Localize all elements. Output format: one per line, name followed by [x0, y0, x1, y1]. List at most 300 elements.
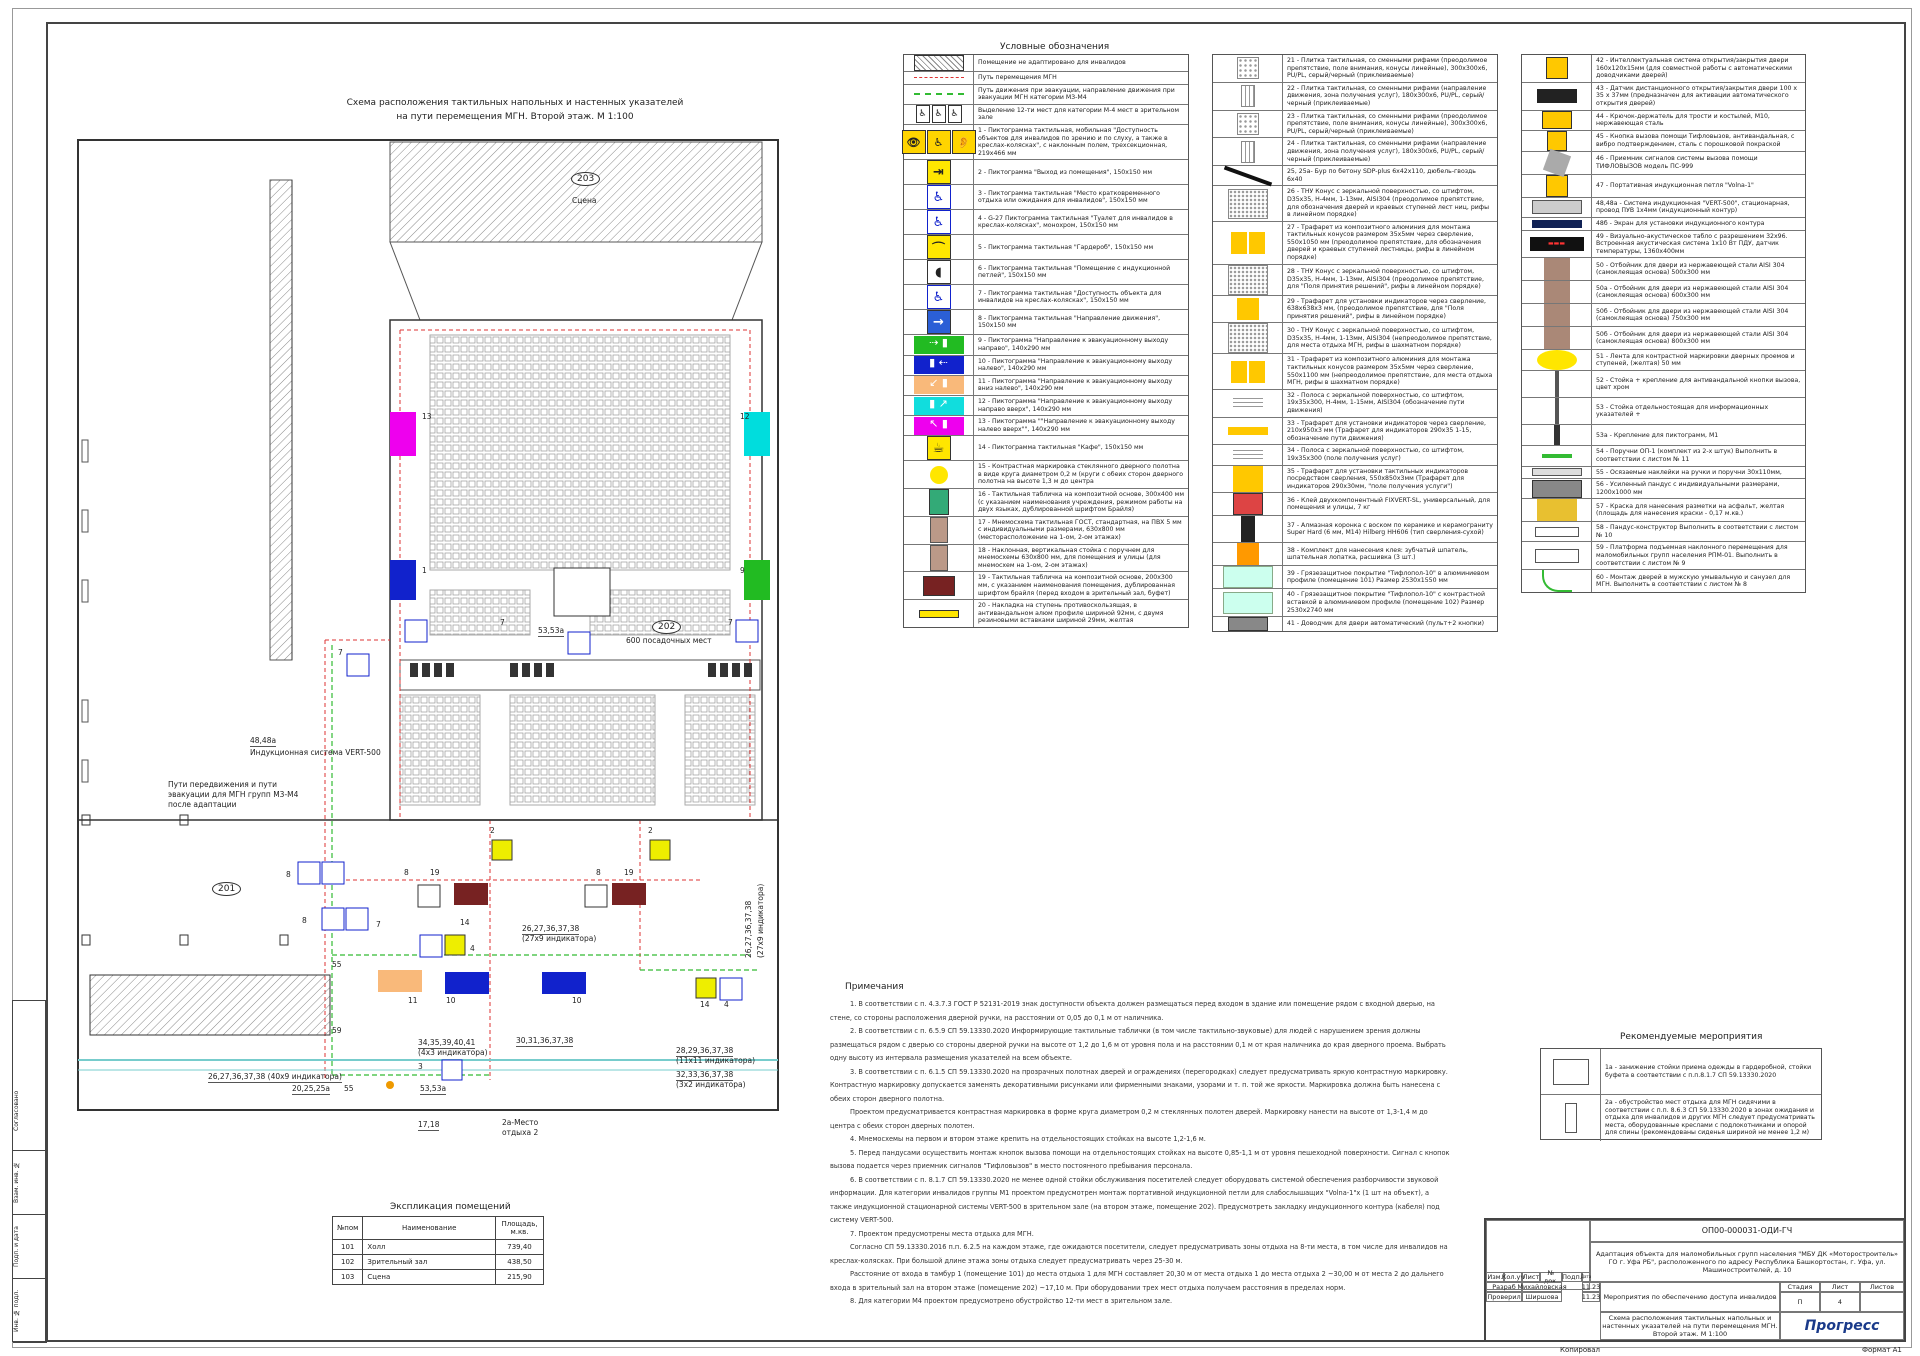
seating-block-upper — [430, 335, 730, 570]
wheelchair-seats — [410, 663, 752, 677]
seating-lower-left — [400, 695, 480, 805]
legend-item — [1522, 425, 1805, 446]
legend-item-text: 53а - Крепление для пиктограмм, М1 — [1596, 431, 1719, 439]
wheelchair-sign-icon: ♿ — [904, 285, 974, 309]
stamp-date-1: 11.23 — [1581, 1283, 1601, 1291]
legend-item — [904, 125, 1188, 160]
legend-item — [904, 310, 1188, 335]
legend-column-1 — [903, 54, 1189, 628]
legend-item-text: 12 - Пиктограмма "Направление к эвакуационному выходу направо вверх", 140х290 мм — [978, 397, 1173, 413]
note-paragraph: Проектом предусматривается контрастная маркировка в форме круга диаметром 0,2 м стеклянных полотен дверей. Маркировку нанести на высоте от 1,3-1,4 м до центра с обеих сторон дверных полотен. — [830, 1108, 1428, 1130]
dots-grid-icon — [1213, 265, 1283, 295]
legend-item — [904, 160, 1188, 185]
explication-title: Экспликация помещений — [390, 1202, 511, 1212]
legend-item-text: 42 - Интеллектуальная система открытия/закрытия двери 160х120х15мм (для совместной работы с автоматическими доводчиками дверей) — [1596, 57, 1792, 80]
stamp-h-date: Дата — [1582, 1272, 1590, 1282]
callout-10b: 10 — [572, 996, 582, 1005]
lines-h-icon — [1213, 445, 1283, 464]
room-name-scene: Сцена — [572, 196, 597, 205]
stage-area — [390, 142, 762, 242]
red-dash-icon — [904, 72, 974, 84]
legend-item-text: 24 - Плитка тактильная, со сменными рифами (направление движения, зона получения услуг), 180х300х6, PU/PL, серый/черный (приклеиваемые) — [1287, 140, 1487, 163]
legend-item — [1213, 466, 1497, 494]
table-cell: 103 — [333, 1270, 363, 1285]
legend-item-text: 58 - Пандус-конструктор Выполнить в соответствии с листом № 10 — [1596, 524, 1799, 539]
title-block — [1484, 1218, 1906, 1342]
label-induction: 48,48а — [250, 736, 277, 745]
legend-item-text: 3 - Пиктограмма тактильная "Место кратковременного отдыха или ожидания для инвалидов", 150х150 мм — [978, 189, 1160, 205]
legend-item-text: 35 - Трафарет для установки тактильных индикаторов посредством сверления, 550х850х3мм (Трафарет для индикаторов 290х30мм, "поле получения услуги") — [1287, 467, 1469, 490]
lines-h-icon — [1213, 390, 1283, 417]
table-cell: Сцена — [363, 1270, 496, 1285]
legend-item — [1522, 281, 1805, 304]
legend-item-text: 21 - Плитка тактильная, со сменными рифами (преодолимое препятствие, поле внимания, конусы линейные), 300х300х6, PU/PL, серый/черный (приклеиваемые) — [1287, 57, 1488, 80]
legend-item-text: 53 - Стойка отдельностоящая для информационных указателей + — [1596, 403, 1769, 419]
legend-item-text: 23 - Плитка тактильная, со сменными рифами (преодолимое препятствие, поле внимания, конусы линейные), 300х300х6, PU/PL, серый/черный (приклеиваемые) — [1287, 112, 1488, 135]
stamp-role-2: Проверил — [1487, 1293, 1521, 1301]
legend-item-text: 10 - Пиктограмма "Направление к эвакуационному выходу налево", 140х290 мм — [978, 357, 1173, 373]
legend-item-text: 5 - Пиктограмма тактильная "Гардероб", 150х150 мм — [978, 243, 1154, 251]
exit-sign-icon: ⇥ — [904, 160, 974, 184]
legend-item-text: 7 - Пиктограмма тактильная "Доступность объекта для инвалидов на креслах-колясках", 150х150 мм — [978, 289, 1162, 305]
tool-kit-icon — [1213, 543, 1283, 565]
wheelchair-sign-icon: ♿ — [904, 185, 974, 209]
legend-item — [904, 235, 1188, 260]
notes-body — [830, 998, 1450, 1309]
legend-item-text: 28 - ТНУ Конус с зеркальной поверхностью, со штифтом, D35х35, H-4мм, 1-13мм, AISI304 (преодолимое препятствие, для "Поля принятия решений", рифы в линейном порядке) — [1287, 268, 1484, 291]
sign-8-arrow-1 — [298, 862, 320, 884]
yellow-circle-icon — [904, 461, 974, 488]
green-arrow-icon — [904, 85, 974, 104]
label-26-right-2: 26,27,36,37,38 — [744, 900, 753, 958]
strip-cell: Инв. № подл. — [13, 1279, 47, 1343]
legend-item — [1213, 516, 1497, 543]
legend-item — [1522, 198, 1805, 218]
legend-item-text: 1 - Пиктограмма тактильная, мобильная "Доступность объектов для инвалидов по зрению и по слуху, а также в креслах-колясках", с наклонным полем, трехсекционная, 219х466 мм — [978, 126, 1168, 157]
label-28: 28,29,36,37,38 — [676, 1046, 734, 1055]
legend-item — [1522, 570, 1805, 592]
legend-item — [904, 85, 1188, 105]
kick-plate-icon — [1522, 258, 1592, 280]
legend-item — [1213, 296, 1497, 324]
sign-8-arrow-2 — [322, 908, 344, 930]
note-paragraph: Расстояние от входа в тамбур 1 (помещение 101) до места отдыха 1 для МГН составляет 20,30 м от места отдыха 1 до места отдыха 2 ~30,00 м от места 2 до дальнего входа в зрительный зал на втором этаже (помещение 202) ~17,10 м. При оборудовании трех мест отдыха получаем расстояния в пределах норм. — [830, 1270, 1444, 1292]
legend-item — [1213, 222, 1497, 265]
callout-7b: 7 — [500, 618, 505, 627]
legend-item — [1213, 138, 1497, 166]
stamp-section: Мероприятия по обеспечению доступа инвалидов — [1600, 1282, 1780, 1312]
call-button-icon — [1522, 131, 1592, 151]
legend-item-text: 2 - Пиктограмма "Выход из помещения", 150х150 мм — [978, 168, 1153, 176]
stamp-stage: П — [1780, 1292, 1820, 1312]
evac-up-left-icon: ↖ ▮ — [904, 416, 974, 435]
legend-item-text: 56 - Усиленный пандус с индивидуальными размерами, 1200х1000 мм — [1596, 481, 1780, 496]
legend-item — [904, 461, 1188, 489]
stamp-h-podp: Подп. — [1562, 1273, 1582, 1281]
legend-item-text: 52 - Стойка + крепление для антивандальной кнопки вызова, цвет хром — [1596, 376, 1801, 392]
legend-item — [1213, 617, 1497, 631]
wheelchair-seats-icon: ♿ ♿ ♿ — [904, 105, 974, 124]
label-28b: (11х11 индикатора) — [676, 1056, 756, 1065]
legend-item — [904, 210, 1188, 235]
legend-item-text: 25, 25а- Бур по бетону SDP-plus 6х42х110, дюбель-гвоздь 6х40 — [1287, 168, 1476, 183]
legend-item — [1213, 166, 1497, 186]
green-mat-icon — [1213, 566, 1283, 588]
legend-item — [1522, 350, 1805, 371]
legend-item-text: 17 - Мнемосхема тактильная ГОСТ, стандартная, на ПВХ 5 мм с индивидуальными размерами, 630х800 мм (месторасположение на 1-ом, 2-ом этажах) — [978, 518, 1182, 542]
label-26-right-1b: (27х9 индикатора) — [522, 934, 597, 943]
legend-item — [1522, 398, 1805, 425]
sign-10-evac-left-2 — [542, 972, 586, 994]
evac-down-left-icon: ↙ ▮ — [904, 376, 974, 395]
legend-item-text: 41 - Доводчик для двери автоматический (пульт+2 кнопки) — [1287, 620, 1485, 628]
note-paragraph: 7. Проектом предусмотрены места отдыха для МГН. — [850, 1229, 1034, 1238]
legend-item-text: 32 - Полоса с зеркальной поверхностью, со штифтом, 19х35х300, H-4мм, 1-15мм, AISI304 (обозначение пути движения) — [1287, 391, 1465, 414]
handrail-icon — [1522, 467, 1592, 479]
recommended-title: Рекомендуемые мероприятия — [1620, 1032, 1763, 1042]
sign-7-wheelchair-5 — [736, 620, 758, 642]
legend-item — [1213, 111, 1497, 139]
callout-12: 12 — [740, 412, 750, 421]
recommended-item-text: 2а - обустройство мест отдыха для МГН сидячими в соответствии с п.п. 8.6.3 СП 59.13330.2020 в зонах ожидания и отдыха для инвалидов и других МГН следует предусматривать места, оборудованные креслами с подлокотниками и опорой для спины (рекомендованы сиденья шириной не менее 1,2 м) — [1605, 1099, 1815, 1137]
note-paragraph: 1. В соответствии с п. 4.3.7.3 ГОСТ Р 52131-2019 знак доступности объекта должен размещаться перед входом в здание или помещение рядом с входной дверью, на стене, со стороны расположения дверной ручки, на расстоянии от 0,05 до 0,1 м от наличника. — [830, 1000, 1435, 1022]
legend-item-text: 38 - Комплект для нанесения клея: зубчатый шпатель, шпательная лопатка, расшивка (3 шт.) — [1287, 546, 1469, 562]
callout-10a: 10 — [446, 996, 456, 1005]
legend-item — [1522, 304, 1805, 327]
callout-8d: 8 — [596, 868, 601, 877]
stamp-h-sheet: Лист — [1820, 1282, 1860, 1292]
room-number-201: 201 — [212, 882, 241, 896]
stamp-h-sheets: Листов — [1860, 1282, 1904, 1292]
staircase — [90, 975, 330, 1035]
yellow-grid-icon — [1213, 466, 1283, 493]
label-26-left: 26,27,36,37,38 (40х9 индикатора) — [208, 1072, 342, 1081]
amp-icon — [1522, 198, 1592, 217]
recommended-box — [1540, 1048, 1822, 1140]
yellow-tiles-icon — [1213, 354, 1283, 388]
legend-item — [1213, 265, 1497, 296]
sign-19-left — [454, 883, 488, 905]
legend-item — [1522, 231, 1805, 259]
dots-icon — [1213, 111, 1283, 138]
hook-icon — [1522, 111, 1592, 130]
legend-item — [1522, 499, 1805, 522]
legend-item-text: Выделение 12-ти мест для категории М-4 мест в зрительном зале — [978, 106, 1180, 122]
sign-8-arrow-3 — [420, 935, 442, 957]
lines-icon — [1213, 83, 1283, 110]
legend-item — [1213, 589, 1497, 617]
legend-item — [1213, 390, 1497, 418]
recommended-item-text: 1а - занижение стойки приема одежды в гардеробной, стойки буфета в соответствии с п.п.8.1.7 СП 59.13330.2020 — [1605, 1063, 1812, 1079]
dots-grid-icon — [1213, 323, 1283, 353]
format-label: Формат А1 — [1862, 1346, 1902, 1354]
stamp-h-izm: Изм. — [1487, 1273, 1503, 1281]
sign-1-accessibility — [390, 560, 416, 600]
legend-item-text: 48б - Экран для установки индукционного контура — [1596, 219, 1765, 227]
sign-7-wheelchair-3 — [347, 654, 369, 676]
legend-item — [1522, 446, 1805, 466]
legend-item-text: 55 - Осязаемые наклейки на ручки и поручни 30х110мм, — [1596, 468, 1782, 476]
dots-grid-icon — [1213, 186, 1283, 220]
legend-item-text: 34 - Полоса с зеркальной поверхностью, со штифтом, 19х35х300 (поле получения услуг) — [1287, 447, 1464, 462]
sign-6-induction-left — [418, 885, 440, 907]
legend-item-text: 13 - Пиктограмма ""Направление к эвакуационному выходу налево вверх"", 140х290 мм — [978, 418, 1175, 433]
callout-55b: 55 — [344, 1084, 354, 1093]
legend-item — [904, 72, 1188, 85]
columns — [82, 815, 288, 945]
callout-11: 11 — [408, 996, 418, 1005]
legend-item — [1522, 258, 1805, 281]
label-34b: (4х3 индикатора) — [418, 1048, 488, 1057]
label-26-right-1: 26,27,36,37,38 — [522, 924, 580, 933]
hatch-icon — [904, 55, 974, 71]
legend-item-text: 20 - Накладка на ступень противоскользящая, в антивандальном алюм профиле шириной 92мм, с двумя резиновыми вставками шириной 29мм, желтая — [978, 602, 1164, 625]
note-paragraph: 4. Мнемосхемы на первом и втором этаже крепить на отдельностоящих стойках на высоте 1,2-1,6 м. — [850, 1135, 1206, 1143]
sign-8-arrow-4 — [720, 978, 742, 1000]
legend-item — [904, 285, 1188, 310]
legend-item-text: 8 - Пиктограмма тактильная "Направление движения", 150х150 мм — [978, 314, 1161, 330]
legend-item — [1213, 418, 1497, 446]
stamp-sheet-title: Схема расположения тактильных напольных и настенных указателей на пути перемещения МГН. Второй этаж. М 1:100 — [1600, 1312, 1780, 1340]
accessibility-panel-icon: 👁 ♿ 👂 — [904, 125, 974, 159]
legend-item — [1522, 371, 1805, 398]
legend-item-text: 11 - Пиктограмма "Направление к эвакуационному выходу вниз налево", 140х290 мм — [978, 377, 1173, 393]
ramp-kit-icon — [1522, 522, 1592, 541]
room-number-202: 202 — [652, 620, 681, 634]
legend-item — [1522, 131, 1805, 152]
post-icon — [1522, 398, 1592, 424]
loop-icon — [1522, 175, 1592, 197]
yellow-tiles-icon — [1213, 222, 1283, 264]
stamp-h-kol: Кол.уч — [1501, 1273, 1525, 1281]
legend-item — [1213, 445, 1497, 465]
legend-item-text: 27 - Трафарет из композитного алюминия для монтажа тактильных конусов размером 35х5мм через сверление, 550х1050 мм (преодолимое препятствие, для обозначения дверей и краевых ступеней лестницы, рифы в линейном порядке) — [1287, 223, 1481, 262]
seating-lower-right — [685, 695, 755, 805]
legend-item-text: 54 - Поручни ОП-1 (комплект из 2-х штук) Выполнить в соответствии с листом № 11 — [1596, 448, 1778, 463]
label-32b: (3х2 индикатора) — [676, 1080, 746, 1089]
legend-item-text: 51 - Лента для контрастной маркировки дверных проемов и ступеней, (желтая) 50 мм — [1596, 352, 1795, 368]
stamp-name-2: Ширшова — [1522, 1292, 1562, 1302]
legend-item — [1213, 55, 1497, 83]
legend-item — [904, 260, 1188, 285]
stamp-sheets — [1860, 1292, 1904, 1312]
auto-door-icon — [1522, 55, 1592, 82]
legend-item — [1522, 542, 1805, 570]
legend-item-text: 39 - Грязезащитное покрытие "Тифлопол-10" в алюминиевом профиле (помещение 101) Размер 2530х1550 мм — [1287, 569, 1490, 585]
legend-column-3 — [1521, 54, 1806, 593]
legend-column-2 — [1212, 54, 1498, 632]
sign-7-wheelchair-6 — [568, 632, 590, 654]
screen-icon — [1522, 218, 1592, 230]
receiver-icon — [1522, 152, 1592, 174]
callout-8b: 8 — [302, 916, 307, 925]
strip-cell: Подп. и дата — [13, 1215, 47, 1279]
legend-item-text: 26 - ТНУ Конус с зеркальной поверхностью, со штифтом, D35х35, H-4мм, 1-13мм, AISI304 (преодолимое препятствие, для обозначения дверей и краевых ступеней лест ниц, рифы в линейном порядке) — [1287, 188, 1489, 219]
legend-item — [1213, 323, 1497, 354]
callout-3: 3 — [418, 1062, 423, 1071]
sign-3-rest — [442, 1060, 462, 1080]
legend-item-text: 33 - Трафарет для установки индикаторов через сверление, 210х950х3 мм (Трафарет для индикаторов 290х35 1-15, обозначение пути движения) — [1287, 419, 1486, 442]
callout-4b: 4 — [724, 1000, 729, 1009]
legend-item — [904, 185, 1188, 210]
legend-item — [1522, 218, 1805, 231]
legend-item-text: 47 - Портативная индукционная петля "Volna-1" — [1596, 181, 1754, 189]
hall-seats: 600 посадочных мест — [626, 636, 712, 645]
curve-icon — [1522, 570, 1592, 592]
sign-11-evac-down-left — [378, 970, 422, 992]
legend-item-text: 18 - Наклонная, вертикальная стойка с поручнем для мнемосхемы 630х800 мм, для помещения и улицы (для мнемосхем на 1-ом, 2-ом этажах) — [978, 546, 1161, 569]
left-hatch-wall — [270, 180, 292, 660]
sign-7-wheelchair-2 — [346, 908, 368, 930]
legend-item — [1522, 522, 1805, 542]
sign-7-wheelchair-4 — [405, 620, 427, 642]
legend-item-text: 4 - G-27 Пиктограмма тактильная "Туалет для инвалидов в креслах-колясках", монохром, 150х150 мм — [978, 214, 1173, 230]
table-cell: Холл — [363, 1240, 496, 1255]
callout-13: 13 — [422, 412, 432, 421]
kick-plate-icon — [1522, 327, 1592, 349]
legend-item-text: 59 - Платформа подъемная наклонного перемещения для маломобильных групп населения РПМ-01. Выполнить в соответствии с листом № 9 — [1596, 544, 1788, 567]
yellow-strip-icon — [904, 600, 974, 627]
copied-label: Копировал — [1560, 1346, 1600, 1354]
legend-item-text: 29 - Трафарет для установки индикаторов через сверление, 638х638х3 мм, (преодолимое препятствие, для "Поля принятия решений", рифы в линейном порядке) — [1287, 297, 1486, 320]
legend-item-text: 46 - Приемник сигналов системы вызова помощи ТИФЛОВЫЗОВ модель ПС-999 — [1596, 155, 1758, 170]
cafe-sign-icon: ☕ — [904, 436, 974, 460]
seating-block-mid — [430, 590, 530, 635]
table-row — [333, 1240, 544, 1255]
table-row — [333, 1255, 544, 1270]
col-header: Наименование — [363, 1217, 496, 1240]
sign-2-exit-right — [650, 840, 670, 860]
legend-item — [904, 517, 1188, 545]
note-paragraph: 6. В соответствии с п. 8.1.7 СП 59.13330.2020 не менее одной стойки обслуживания посетителей следует оборудовать системой обеспечения разборчивости звуковой информации. Для категории инвалидов группы М1 проектом предусмотрен монтаж портативной индукционной петли для слабослышащих "Volna-1"х (1 шт на объект), а также индукционной стационарной системы VERT-500 в зрительном зале (на втором этаже, помещение 202). Предусмотреть закладку индукционного контура (кабеля) под систему VERT-500. — [830, 1175, 1440, 1224]
legend-item — [904, 55, 1188, 72]
legend-item — [904, 489, 1188, 517]
table-cell: 739,40 — [496, 1240, 544, 1255]
door-closer-icon — [1213, 617, 1283, 631]
legend-item — [1213, 493, 1497, 516]
table-cell: 102 — [333, 1255, 363, 1270]
legend-item-text: 50а - Отбойник для двери из нержавеющей стали AISI 304 (самоклеящая основа) 600х300 мм — [1596, 284, 1789, 300]
green-mat-icon — [1213, 589, 1283, 616]
legend-item — [904, 572, 1188, 600]
notes-title: Примечания — [845, 982, 904, 992]
legend-item — [1213, 543, 1497, 566]
legend-item-text: 14 - Пиктограмма тактильная "Кафе", 150х150 мм — [978, 444, 1144, 452]
legend-item — [1213, 186, 1497, 221]
sign-10-evac-left-1 — [445, 972, 489, 994]
company-logo: Прогресс — [1780, 1312, 1904, 1340]
stamp-date-2: 11.23 — [1581, 1293, 1601, 1301]
sensor-icon — [1522, 83, 1592, 110]
label-induction-desc: Индукционная система VERT-500 — [250, 748, 381, 757]
callout-4a: 4 — [470, 944, 475, 953]
note-paragraph: 2. В соответствии с п. 6.5.9 СП 59.13330.2020 Информирующие тактильные таблички (в том числе тактильно-звуковые) для людей с нарушением зрения должны размещаться рядом с дверью со стороны дверной ручки на высоте от 1,2 до 1,6 м от уровня пола и на расстоянии 0,1 м от края наличника до края дверного проема. Выбрать одну высоту из интервала размещения указателей на всем объекте. — [830, 1027, 1446, 1062]
sign-19-right — [612, 883, 646, 905]
label-1718: 17,18 — [418, 1120, 440, 1129]
table-cell: 438,50 — [496, 1255, 544, 1270]
evac-up-right-icon: ▮ ↗ — [904, 396, 974, 415]
legend-item — [1522, 55, 1805, 83]
label-paths: Пути передвижения и пути эвакуации для МГН групп М3-М4 после адаптации — [168, 780, 299, 809]
approval-strip — [12, 1000, 46, 1342]
wardrobe-sign-icon: ⌒ — [904, 235, 974, 259]
legend-item — [1522, 83, 1805, 111]
induction-sign-icon: ◖ — [904, 260, 974, 284]
windows — [82, 440, 88, 782]
legend-item-text: 37 - Алмазная коронка с воском по керамике и керамограниту Super Hard (6 мм, М14) Hilberg HH606 (тип сверления-сухой) — [1287, 521, 1493, 537]
label-2025a: 20,25,25а — [292, 1084, 330, 1093]
yellow-tile-icon — [1213, 296, 1283, 323]
callout-2b: 2 — [648, 826, 653, 835]
callout-8c: 8 — [404, 868, 409, 877]
callout-59: 59 — [332, 1026, 342, 1035]
stamp-h-stage: Стадия — [1780, 1282, 1820, 1292]
tape-icon — [1522, 350, 1592, 370]
sign-7-wheelchair-1 — [322, 862, 344, 884]
legend-item — [904, 545, 1188, 573]
sign-6-induction-right — [585, 885, 607, 907]
callout-2a: 2 — [490, 826, 495, 835]
legend-item-text: 15 - Контрастная маркировка стеклянного дверного полотна в виде круга диаметром 0,2 м (круги с обеих сторон дверного полотна на высоте 1,3 м до центра — [978, 463, 1184, 486]
kick-plate-icon — [1522, 281, 1592, 303]
counter-icon — [1541, 1049, 1601, 1094]
sign-13-evac-up-left — [390, 412, 416, 456]
legend-item — [904, 436, 1188, 461]
stage-apron — [390, 242, 762, 320]
sign-9-evac-right — [744, 560, 770, 600]
col-header: Площадь, м.кв. — [496, 1217, 544, 1240]
legend-item — [904, 396, 1188, 416]
control-booth — [554, 568, 610, 616]
recommended-item — [1541, 1049, 1821, 1095]
legend-item-text: 44 - Крючок-держатель для трости и костылей, М10, нержавеющая сталь — [1596, 112, 1770, 128]
callout-7d: 7 — [376, 920, 381, 929]
legend-item-text: 22 - Плитка тактильная, со сменными рифами (направление движения, зона получения услуг), 180х300х6, PU/PL, серый/черный (приклеиваемые) — [1287, 84, 1487, 107]
table-cell: Зрительный зал — [363, 1255, 496, 1270]
legend-item — [1522, 175, 1805, 198]
legend-item — [1213, 354, 1497, 389]
legend-item-text: 16 - Тактильная табличка на композитной основе, 300х400 мм (с указанием наименования учреждения, режимом работы на двух языках, дублированной шрифтом Брайля) — [978, 491, 1184, 514]
brown-plate-icon — [904, 572, 974, 599]
evac-right-icon: ⇢ ▮ — [904, 335, 974, 354]
legend-item-text: 36 - Клей двухкомпонентный FIXVERT-SL, универсальный, для помещения и улицы, 7 кг — [1287, 496, 1490, 512]
legend-item-text: 57 - Краска для нанесения разметки на асфальт, желтая (площадь для нанесения краски - 0,17 м.кв.) — [1596, 502, 1785, 518]
paint-icon — [1522, 499, 1592, 521]
legend-item-text: 31 - Трафарет из композитного алюминия для монтажа тактильных конусов размером 35х5мм через сверление, 550х1100 мм (непреодолимое препятствие, для места отдыха МГН, рифы в шахматном порядке) — [1287, 356, 1493, 387]
legend-item-text: 49 - Визуально-акустическое табло с разрешением 32х96. Встроенная акустическая система 1х10 Вт ПДУ, датчик температуры, 1360х400мм — [1596, 232, 1788, 255]
table-cell: 101 — [333, 1240, 363, 1255]
callout-19b: 19 — [624, 868, 634, 877]
label-2a: 2а-Место отдыха 2 — [502, 1118, 539, 1137]
kick-plate-icon — [1522, 304, 1592, 326]
legend-item-text: 6 - Пиктограмма тактильная "Помещение с индукционной петлей", 150х150 мм — [978, 264, 1171, 280]
stamp-name-1: Михайловская — [1517, 1283, 1567, 1291]
sign-15-circle — [386, 1081, 394, 1089]
strip-cell: Согласовано — [13, 1071, 47, 1151]
legend-item — [1522, 467, 1805, 480]
legend-item-text: 40 - Грязезащитное покрытие "Тифлопол-10" с контрастной вставкой в алюминиевом профиле (помещение 102) Размер 2530х2740 мм — [1287, 591, 1485, 614]
callout-55a: 55 — [332, 960, 342, 969]
arrow-sign-icon: → — [904, 310, 974, 334]
legend-item-text: 19 - Тактильная табличка на композитной основе, 200х300 мм, с указанием наименования помещения, дублированная шрифтом брайля (перед входом в зрительный зал, буфет) — [978, 574, 1175, 597]
stamp-code: ОП00-000031-ОДИ-ГЧ — [1590, 1220, 1904, 1242]
legend-item-text: Помещение не адаптировано для инвалидов — [978, 59, 1126, 67]
legend-item — [904, 600, 1188, 627]
legend-item — [1522, 152, 1805, 175]
table-icon — [1522, 479, 1592, 498]
legend-item-text: 60 - Монтаж дверей в мужскую умывальную и санузел для МГН. Выполнить в соответствии с листом № 8 — [1596, 573, 1791, 589]
note-paragraph: Согласно СП 59.13330.2016 п.п. 6.2.5 на каждом этаже, где ожидаются посетители, следует предусматривать зоны отдыха на 8-ти места, в том числе для инвалидов на креслах-колясках. При большой длине этажа зоны отдыха следует предусматривать через 25-30 м. — [830, 1243, 1448, 1265]
